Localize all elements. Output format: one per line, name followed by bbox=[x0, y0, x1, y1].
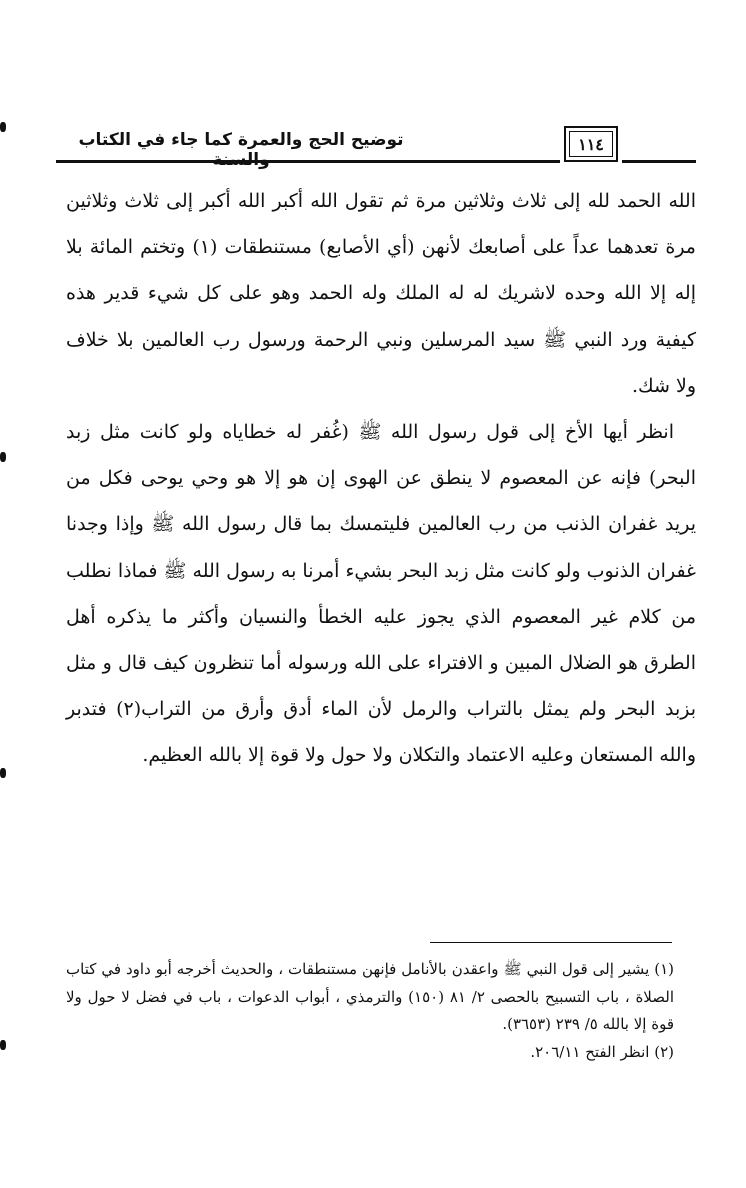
footnote-1: (١) يشير إلى قول النبي ﷺ واعقدن بالأنامل فإنهن مستنطقات ، والحديث أخرجه أبو داود في كتاب الصلاة ، باب التسبيح بالحصى ٢/ ٨١ (١٥٠) والترمذي ، أبواب الدعوات ، باب في فضل لا حول ولا قوة إلا بالله ٥/ ٢٣٩ (٣٦٥٣). bbox=[66, 960, 675, 1033]
header-rule-right bbox=[622, 160, 696, 163]
paragraph-2: انظر أيها الأخ إلى قول رسول الله ﷺ (غُفر له خطاياه ولو كانت مثل زبد البحر) فإنه عن المعصوم لا ينطق عن الهوى إن هو إلا هو وحي يوحى فكل من يريد غفران الذنب من رب العالمين فليتمسك بما قال رسول الله ﷺ وإذا وجدنا غفران الذنوب ولو كانت مثل زبد البحر بشيء أمرنا به رسول الله ﷺ فماذا نطلب من كلام غير المعصوم الذي يجوز عليه الخطأ والنسيان وأكثر ما يذكره أهل الطرق هو الضلال المبين و الافتراء على الله ورسوله أما تنظرون كيف قال و مثل بزبد البحر ولم يمثل بالتراب والرمل لأن الماء أدق وأرق من التراب(٢) فتدبر والله المستعان وعليه الاعتماد والتكلان ولا حول ولا قوة إلا بالله العظيم. bbox=[66, 421, 697, 767]
footnote-2: (٢) انظر الفتح ٢٠٦/١١. bbox=[530, 1042, 674, 1061]
scan-speck bbox=[0, 1040, 6, 1050]
scan-speck bbox=[0, 122, 6, 132]
running-title: توضيح الحج والعمرة كما جاء في الكتاب bbox=[78, 130, 404, 150]
page-number: ١١٤ bbox=[569, 131, 613, 157]
paragraph-1: الله الحمد لله إلى ثلاث وثلاثين مرة ثم تقول الله أكبر الله أكبر إلى ثلاث وثلاثين مرة تعدهما عداً على أصابعك لأنهن (أي الأصابع) مستنطقات (١) وتختم المائة بلا إله إلا الله وحده لاشريك له له الملك وله الحمد وهو على كل شيء قدير هذه كيفية ورد النبي ﷺ سيد المرسلين ونبي الرحمة ورسول رب العالمين بلا خلاف ولا شك. bbox=[66, 190, 696, 397]
page-header bbox=[56, 120, 696, 170]
header-rule-left bbox=[56, 160, 560, 163]
footnote-separator bbox=[430, 942, 672, 943]
main-text bbox=[66, 178, 696, 779]
scan-speck bbox=[0, 768, 6, 778]
footnotes bbox=[66, 956, 674, 1066]
scan-speck bbox=[0, 452, 6, 462]
page-number-box bbox=[564, 126, 618, 162]
